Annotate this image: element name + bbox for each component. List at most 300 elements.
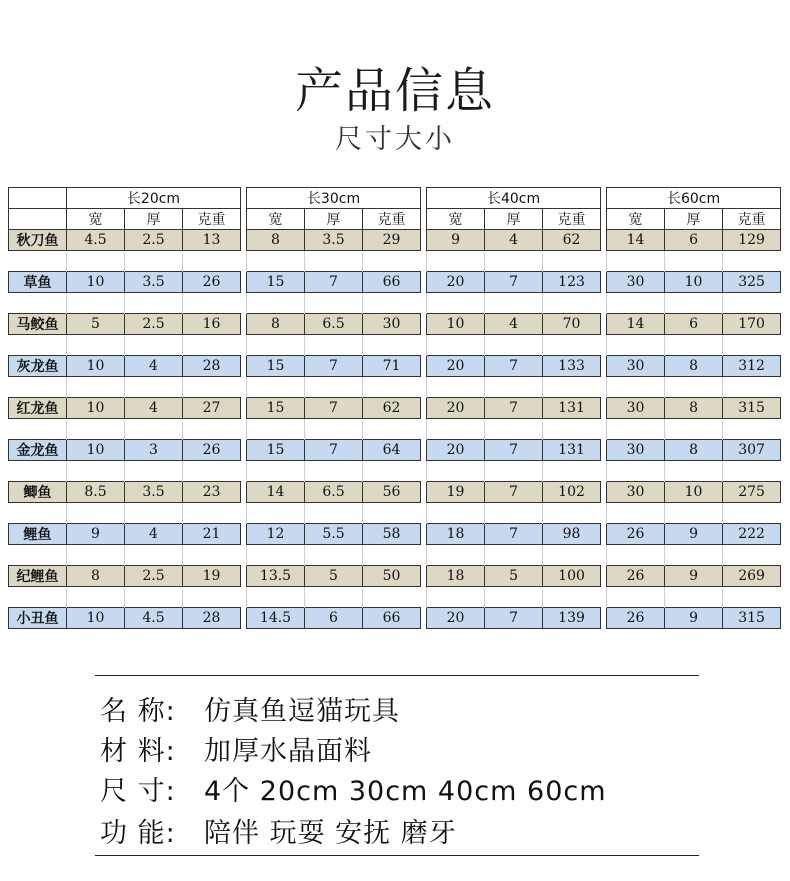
spacer-cell — [543, 587, 601, 608]
value-cell: 50 — [363, 566, 421, 587]
spacer-cell — [363, 377, 421, 398]
spacer-cell — [607, 503, 665, 524]
fish-name: 秋刀鱼 — [9, 230, 67, 251]
spacer-cell — [305, 251, 363, 272]
row-spacer — [9, 545, 781, 566]
value-cell: 19 — [183, 566, 241, 587]
table-row — [9, 566, 781, 587]
info-function — [100, 811, 457, 850]
spacer-cell — [543, 503, 601, 524]
value-cell: 26 — [183, 272, 241, 293]
spacer-cell — [363, 461, 421, 482]
value-cell: 6 — [305, 608, 363, 629]
spacer-cell — [607, 587, 665, 608]
spacer-cell — [9, 293, 67, 314]
spacer-cell — [125, 587, 183, 608]
value-cell: 4.5 — [67, 230, 125, 251]
value-cell: 131 — [543, 440, 601, 461]
row-spacer — [9, 377, 781, 398]
info-material — [100, 729, 372, 768]
spacer-cell — [427, 545, 485, 566]
spacer-cell — [9, 503, 67, 524]
value-cell: 275 — [723, 482, 781, 503]
value-cell: 14 — [607, 230, 665, 251]
fish-name: 鲤鱼 — [9, 524, 67, 545]
group-header: 长20cm — [67, 188, 241, 209]
value-cell: 9 — [665, 524, 723, 545]
table-row — [9, 272, 781, 293]
spacer-cell — [305, 587, 363, 608]
value-cell: 2.5 — [125, 314, 183, 335]
spacer-cell — [607, 377, 665, 398]
table-row — [9, 356, 781, 377]
value-cell: 7 — [485, 524, 543, 545]
value-cell: 8 — [247, 230, 305, 251]
value-cell: 18 — [427, 524, 485, 545]
value-cell: 10 — [427, 314, 485, 335]
value-cell: 133 — [543, 356, 601, 377]
spacer-cell — [665, 251, 723, 272]
spacer-cell — [67, 587, 125, 608]
value-cell: 23 — [183, 482, 241, 503]
spacer-cell — [67, 377, 125, 398]
value-cell: 62 — [543, 230, 601, 251]
value-cell: 12 — [247, 524, 305, 545]
value-cell: 16 — [183, 314, 241, 335]
value-cell: 9 — [665, 566, 723, 587]
value-cell: 3.5 — [125, 482, 183, 503]
value-cell: 10 — [67, 440, 125, 461]
value-cell: 7 — [305, 440, 363, 461]
value-cell: 325 — [723, 272, 781, 293]
value-cell: 7 — [305, 356, 363, 377]
value-cell: 7 — [485, 608, 543, 629]
value-cell: 14 — [607, 314, 665, 335]
value-cell: 8.5 — [67, 482, 125, 503]
table-row — [9, 482, 781, 503]
spacer-cell — [543, 293, 601, 314]
spacer-cell — [247, 461, 305, 482]
corner-cell — [9, 209, 67, 230]
value-cell: 64 — [363, 440, 421, 461]
sub-header: 厚 — [485, 209, 543, 230]
spacer-cell — [485, 461, 543, 482]
fish-name: 小丑鱼 — [9, 608, 67, 629]
value-cell: 20 — [427, 398, 485, 419]
value-cell: 5 — [305, 566, 363, 587]
spacer-cell — [363, 545, 421, 566]
spacer-cell — [485, 377, 543, 398]
spacer-cell — [723, 377, 781, 398]
spacer-cell — [543, 419, 601, 440]
value-cell: 10 — [665, 482, 723, 503]
page-subtitle: 尺寸大小 — [335, 124, 455, 155]
spacer-cell — [427, 251, 485, 272]
info-name-value: 仿真鱼逗猫玩具 — [204, 696, 400, 727]
value-cell: 8 — [665, 356, 723, 377]
spacer-cell — [9, 419, 67, 440]
spacer-cell — [125, 377, 183, 398]
page-title: 产品信息 — [294, 63, 495, 119]
value-cell: 6.5 — [305, 482, 363, 503]
spacer-cell — [607, 545, 665, 566]
table-row — [9, 398, 781, 419]
value-cell: 3 — [125, 440, 183, 461]
value-cell: 30 — [607, 272, 665, 293]
spacer-cell — [723, 293, 781, 314]
spacer-cell — [607, 251, 665, 272]
spacer-cell — [247, 335, 305, 356]
spacer-cell — [305, 461, 363, 482]
value-cell: 20 — [427, 272, 485, 293]
spacer-cell — [305, 503, 363, 524]
spacer-cell — [183, 461, 241, 482]
spacer-cell — [607, 461, 665, 482]
spacer-cell — [427, 503, 485, 524]
spacer-cell — [665, 377, 723, 398]
fish-name: 金龙鱼 — [9, 440, 67, 461]
info-material-label: 材 料: — [100, 736, 176, 767]
spacer-cell — [427, 293, 485, 314]
value-cell: 312 — [723, 356, 781, 377]
spacer-cell — [363, 503, 421, 524]
value-cell: 21 — [183, 524, 241, 545]
value-cell: 129 — [723, 230, 781, 251]
group-header-row — [9, 188, 781, 209]
value-cell: 10 — [665, 272, 723, 293]
value-cell: 58 — [363, 524, 421, 545]
value-cell: 26 — [183, 440, 241, 461]
value-cell: 315 — [723, 608, 781, 629]
spacer-cell — [363, 293, 421, 314]
spacer-cell — [67, 503, 125, 524]
value-cell: 8 — [665, 440, 723, 461]
spacer-cell — [305, 419, 363, 440]
value-cell: 10 — [67, 272, 125, 293]
spacer-cell — [427, 587, 485, 608]
spacer-cell — [543, 545, 601, 566]
sub-header: 厚 — [305, 209, 363, 230]
row-spacer — [9, 335, 781, 356]
spacer-cell — [723, 545, 781, 566]
value-cell: 4 — [485, 230, 543, 251]
spacer-cell — [665, 419, 723, 440]
group-header: 长40cm — [427, 188, 601, 209]
spacer-cell — [305, 377, 363, 398]
spacer-cell — [183, 587, 241, 608]
value-cell: 6 — [665, 314, 723, 335]
table-row — [9, 230, 781, 251]
spacer-cell — [665, 293, 723, 314]
sub-header-row — [9, 209, 781, 230]
info-name-label: 名 称: — [100, 696, 176, 727]
value-cell: 18 — [427, 566, 485, 587]
spacer-cell — [305, 335, 363, 356]
spacer-cell — [247, 251, 305, 272]
value-cell: 26 — [607, 608, 665, 629]
info-function-value: 陪伴 玩耍 安抚 磨牙 — [204, 818, 457, 849]
spacer-cell — [9, 587, 67, 608]
value-cell: 170 — [723, 314, 781, 335]
spacer-cell — [485, 419, 543, 440]
spacer-cell — [247, 587, 305, 608]
spacer-cell — [183, 335, 241, 356]
value-cell: 3.5 — [305, 230, 363, 251]
spacer-cell — [485, 251, 543, 272]
sub-header: 克重 — [363, 209, 421, 230]
value-cell: 131 — [543, 398, 601, 419]
value-cell: 15 — [247, 398, 305, 419]
spacer-cell — [125, 293, 183, 314]
spacer-cell — [67, 461, 125, 482]
value-cell: 269 — [723, 566, 781, 587]
group-header: 长60cm — [607, 188, 781, 209]
value-cell: 222 — [723, 524, 781, 545]
spacer-cell — [665, 587, 723, 608]
table-row — [9, 440, 781, 461]
value-cell: 30 — [607, 398, 665, 419]
value-cell: 2.5 — [125, 566, 183, 587]
value-cell: 28 — [183, 356, 241, 377]
info-name — [100, 689, 400, 728]
spacer-cell — [9, 335, 67, 356]
value-cell: 7 — [305, 398, 363, 419]
corner-cell — [9, 188, 67, 209]
value-cell: 315 — [723, 398, 781, 419]
spacer-cell — [183, 545, 241, 566]
value-cell: 13 — [183, 230, 241, 251]
value-cell: 9 — [67, 524, 125, 545]
value-cell: 8 — [665, 398, 723, 419]
value-cell: 20 — [427, 356, 485, 377]
spacer-cell — [247, 293, 305, 314]
spacer-cell — [67, 419, 125, 440]
value-cell: 3.5 — [125, 272, 183, 293]
sub-header: 宽 — [247, 209, 305, 230]
fish-name: 马鲛鱼 — [9, 314, 67, 335]
size-table — [8, 187, 781, 629]
spacer-cell — [427, 419, 485, 440]
value-cell: 2.5 — [125, 230, 183, 251]
spacer-cell — [485, 545, 543, 566]
row-spacer — [9, 587, 781, 608]
value-cell: 4 — [125, 356, 183, 377]
spacer-cell — [9, 461, 67, 482]
value-cell: 13.5 — [247, 566, 305, 587]
value-cell: 4 — [125, 398, 183, 419]
spacer-cell — [665, 545, 723, 566]
row-spacer — [9, 293, 781, 314]
value-cell: 4 — [125, 524, 183, 545]
spacer-cell — [125, 461, 183, 482]
spacer-cell — [543, 335, 601, 356]
sub-header: 宽 — [427, 209, 485, 230]
value-cell: 6 — [665, 230, 723, 251]
info-function-label: 功 能: — [100, 818, 176, 849]
value-cell: 5.5 — [305, 524, 363, 545]
value-cell: 7 — [305, 272, 363, 293]
spacer-cell — [9, 545, 67, 566]
spacer-cell — [183, 377, 241, 398]
spacer-cell — [67, 335, 125, 356]
spacer-cell — [485, 335, 543, 356]
value-cell: 307 — [723, 440, 781, 461]
value-cell: 102 — [543, 482, 601, 503]
spacer-cell — [125, 251, 183, 272]
value-cell: 10 — [67, 356, 125, 377]
value-cell: 10 — [67, 398, 125, 419]
sub-header: 宽 — [607, 209, 665, 230]
value-cell: 9 — [427, 230, 485, 251]
spacer-cell — [723, 335, 781, 356]
spacer-cell — [485, 587, 543, 608]
spacer-cell — [363, 587, 421, 608]
value-cell: 15 — [247, 440, 305, 461]
info-size-value: 4个 20cm 30cm 40cm 60cm — [204, 776, 607, 807]
spacer-cell — [607, 419, 665, 440]
fish-name: 红龙鱼 — [9, 398, 67, 419]
value-cell: 7 — [485, 440, 543, 461]
value-cell: 30 — [363, 314, 421, 335]
sub-header: 克重 — [183, 209, 241, 230]
spacer-cell — [363, 251, 421, 272]
value-cell: 20 — [427, 608, 485, 629]
value-cell: 66 — [363, 608, 421, 629]
spacer-cell — [485, 293, 543, 314]
spacer-cell — [247, 377, 305, 398]
value-cell: 7 — [485, 356, 543, 377]
spacer-cell — [723, 419, 781, 440]
value-cell: 4.5 — [125, 608, 183, 629]
value-cell: 9 — [665, 608, 723, 629]
table-row — [9, 314, 781, 335]
spacer-cell — [183, 503, 241, 524]
table-row — [9, 524, 781, 545]
spacer-cell — [183, 293, 241, 314]
spacer-cell — [543, 377, 601, 398]
value-cell: 7 — [485, 272, 543, 293]
value-cell: 71 — [363, 356, 421, 377]
spacer-cell — [607, 293, 665, 314]
info-material-value: 加厚水晶面料 — [204, 736, 372, 767]
fish-name: 纪鲤鱼 — [9, 566, 67, 587]
spacer-cell — [427, 461, 485, 482]
value-cell: 20 — [427, 440, 485, 461]
value-cell: 62 — [363, 398, 421, 419]
spacer-cell — [723, 587, 781, 608]
value-cell: 98 — [543, 524, 601, 545]
row-spacer — [9, 251, 781, 272]
value-cell: 123 — [543, 272, 601, 293]
spacer-cell — [183, 419, 241, 440]
value-cell: 28 — [183, 608, 241, 629]
spacer-cell — [9, 251, 67, 272]
value-cell: 8 — [67, 566, 125, 587]
value-cell: 30 — [607, 440, 665, 461]
spacer-cell — [427, 335, 485, 356]
value-cell: 139 — [543, 608, 601, 629]
spacer-cell — [363, 419, 421, 440]
sub-header: 宽 — [67, 209, 125, 230]
value-cell: 66 — [363, 272, 421, 293]
value-cell: 5 — [67, 314, 125, 335]
value-cell: 26 — [607, 566, 665, 587]
spacer-cell — [363, 335, 421, 356]
sub-header: 厚 — [125, 209, 183, 230]
spacer-cell — [67, 545, 125, 566]
value-cell: 15 — [247, 272, 305, 293]
value-cell: 15 — [247, 356, 305, 377]
top-divider — [95, 675, 699, 676]
value-cell: 7 — [485, 398, 543, 419]
info-size — [100, 769, 607, 808]
info-size-label: 尺 寸: — [100, 776, 176, 807]
spacer-cell — [9, 377, 67, 398]
value-cell: 30 — [607, 356, 665, 377]
value-cell: 100 — [543, 566, 601, 587]
spacer-cell — [543, 461, 601, 482]
fish-name: 草鱼 — [9, 272, 67, 293]
value-cell: 70 — [543, 314, 601, 335]
sub-header: 克重 — [543, 209, 601, 230]
row-spacer — [9, 503, 781, 524]
spacer-cell — [247, 419, 305, 440]
value-cell: 29 — [363, 230, 421, 251]
spacer-cell — [665, 461, 723, 482]
spacer-cell — [125, 419, 183, 440]
fish-name: 灰龙鱼 — [9, 356, 67, 377]
value-cell: 4 — [485, 314, 543, 335]
value-cell: 6.5 — [305, 314, 363, 335]
row-spacer — [9, 461, 781, 482]
value-cell: 5 — [485, 566, 543, 587]
spacer-cell — [427, 377, 485, 398]
spacer-cell — [247, 503, 305, 524]
value-cell: 30 — [607, 482, 665, 503]
spacer-cell — [247, 545, 305, 566]
spacer-cell — [723, 503, 781, 524]
spacer-cell — [665, 335, 723, 356]
bottom-divider — [95, 855, 699, 856]
sub-header: 厚 — [665, 209, 723, 230]
value-cell: 14.5 — [247, 608, 305, 629]
spacer-cell — [125, 335, 183, 356]
spacer-cell — [67, 251, 125, 272]
value-cell: 56 — [363, 482, 421, 503]
value-cell: 14 — [247, 482, 305, 503]
spacer-cell — [485, 503, 543, 524]
spacer-cell — [607, 335, 665, 356]
spacer-cell — [305, 293, 363, 314]
spacer-cell — [183, 251, 241, 272]
sub-header: 克重 — [723, 209, 781, 230]
group-header: 长30cm — [247, 188, 421, 209]
value-cell: 8 — [247, 314, 305, 335]
spacer-cell — [67, 293, 125, 314]
value-cell: 19 — [427, 482, 485, 503]
spacer-cell — [543, 251, 601, 272]
table-row — [9, 608, 781, 629]
spacer-cell — [665, 503, 723, 524]
value-cell: 7 — [485, 482, 543, 503]
spacer-cell — [723, 461, 781, 482]
spacer-cell — [723, 251, 781, 272]
spacer-cell — [125, 503, 183, 524]
value-cell: 27 — [183, 398, 241, 419]
value-cell: 10 — [67, 608, 125, 629]
row-spacer — [9, 419, 781, 440]
fish-name: 鲫鱼 — [9, 482, 67, 503]
